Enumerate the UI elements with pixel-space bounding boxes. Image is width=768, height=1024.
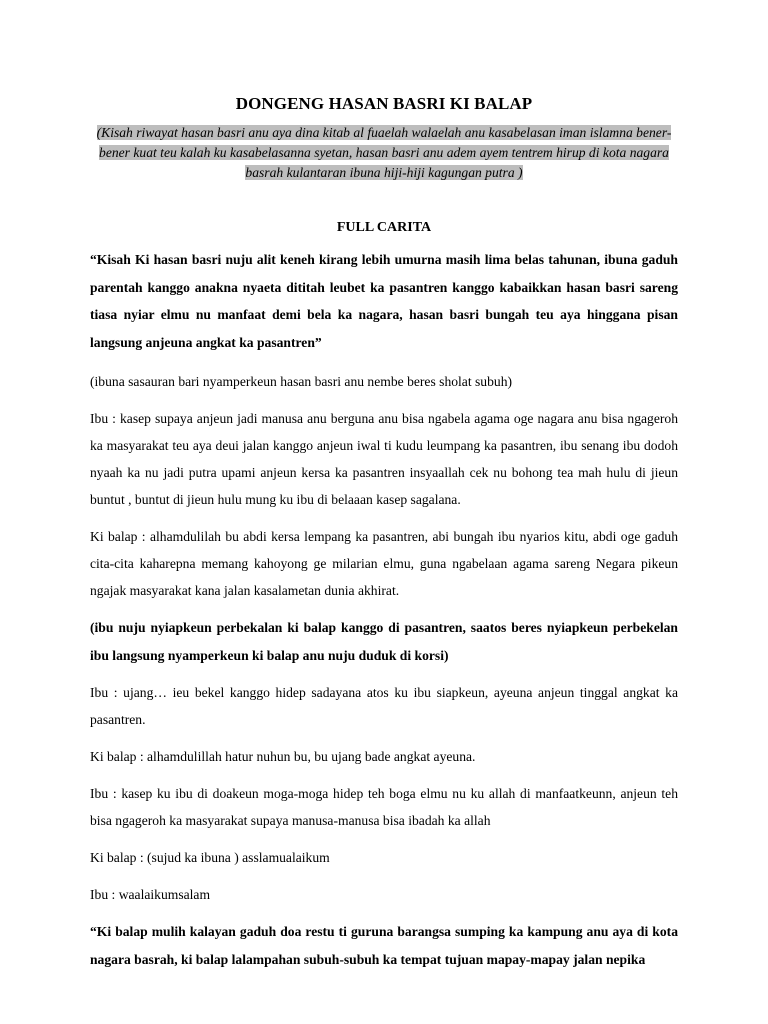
document-subtitle — [90, 123, 678, 183]
dialogue-paragraph: Ibu : ujang… ieu bekel kanggo hidep sadayana atos ku ibu siapkeun, ayeuna anjeun tinggal angkat ka pasantren. — [90, 685, 678, 727]
dialogue-paragraph: Ibu : kasep supaya anjeun jadi manusa anu berguna anu bisa ngabela agama oge nagara anu bisa ngageroh ka masyarakat teu aya deui jalan kanggo anjeun iwal ti kudu leumpang ka pasantren, ibu senang ibu dodoh nyaah ka nu jadi putra upami anjeun kersa ka pasantren insyaallah cek nu bohong tea mah hulu di jieun buntut , buntut di jieun hulu mung ku ibu di belaaan kasep sagalana. — [90, 411, 678, 507]
narration-paragraph: “Kisah Ki hasan basri nuju alit keneh kirang lebih umurna masih lima belas tahunan, ibuna gaduh parentah kanggo anakna nyaeta dititah leubet ka pasantren kanggo kabaikkan hasan basri sareng tiasa nyiar elmu nu manfaat demi bela ka nagara, hasan basri bungah teu aya hinggana pisan langsung anjeuna angkat ka pasantren” — [90, 252, 678, 350]
document-title: DONGENG HASAN BASRI KI BALAP — [235, 94, 533, 113]
dialogue-paragraph: Ibu : kasep ku ibu di doakeun moga-moga hidep teh boga elmu nu ku allah di manfaatkeunn, anjeun teh bisa ngageroh ka masyarakat supaya manusa-manusa bisa ibadah ka allah — [90, 786, 678, 828]
subtitle-highlighted-text: (Kisah riwayat hasan basri anu aya dina kitab al fuaelah walaelah anu kasabelasan iman islamna bener-bener kuat teu kalah ku kasabelasanna syetan, hasan basri anu adem ayem tentrem hirup di kota nagara basrah kulantaran ibuna hiji-hiji kagungan putra ) — [96, 125, 672, 180]
dialogue-paragraph: Ki balap : alhamdulillah hatur nuhun bu, bu ujang bade angkat ayeuna. — [90, 749, 476, 764]
stage-direction-bold: (ibu nuju nyiapkeun perbekalan ki balap kanggo di pasantren, saatos beres nyiapkeun perbekelan ibu langsung nyamperkeun ki balap anu nuju duduk di korsi) — [90, 620, 678, 663]
narration-paragraph: “Ki balap mulih kalayan gaduh doa restu ti guruna barangsa sumping ka kampung anu aya di kota nagara basrah, ki balap lalampahan subuh-subuh ka tempat tujuan mapay-mapay jalan nepika — [90, 924, 678, 967]
dialogue-paragraph: Ki balap : alhamdulilah bu abdi kersa lempang ka pasantren, abi bungah ibu nyarios kitu, abdi oge gaduh cita-cita kaharepna memang kahoyong ge milarian elmu, guna ngabelaan agama sareng Negara pikeun ngajak masyarakat kana jalan kasalametan dunia akhirat. — [90, 529, 678, 598]
dialogue-paragraph: Ibu : waalaikumsalam — [90, 887, 211, 902]
stage-direction: (ibuna sasauran bari nyamperkeun hasan basri anu nembe beres sholat subuh) — [90, 374, 513, 389]
dialogue-paragraph: Ki balap : (sujud ka ibuna ) asslamualaikum — [90, 850, 330, 865]
section-heading: FULL CARITA — [336, 220, 432, 235]
